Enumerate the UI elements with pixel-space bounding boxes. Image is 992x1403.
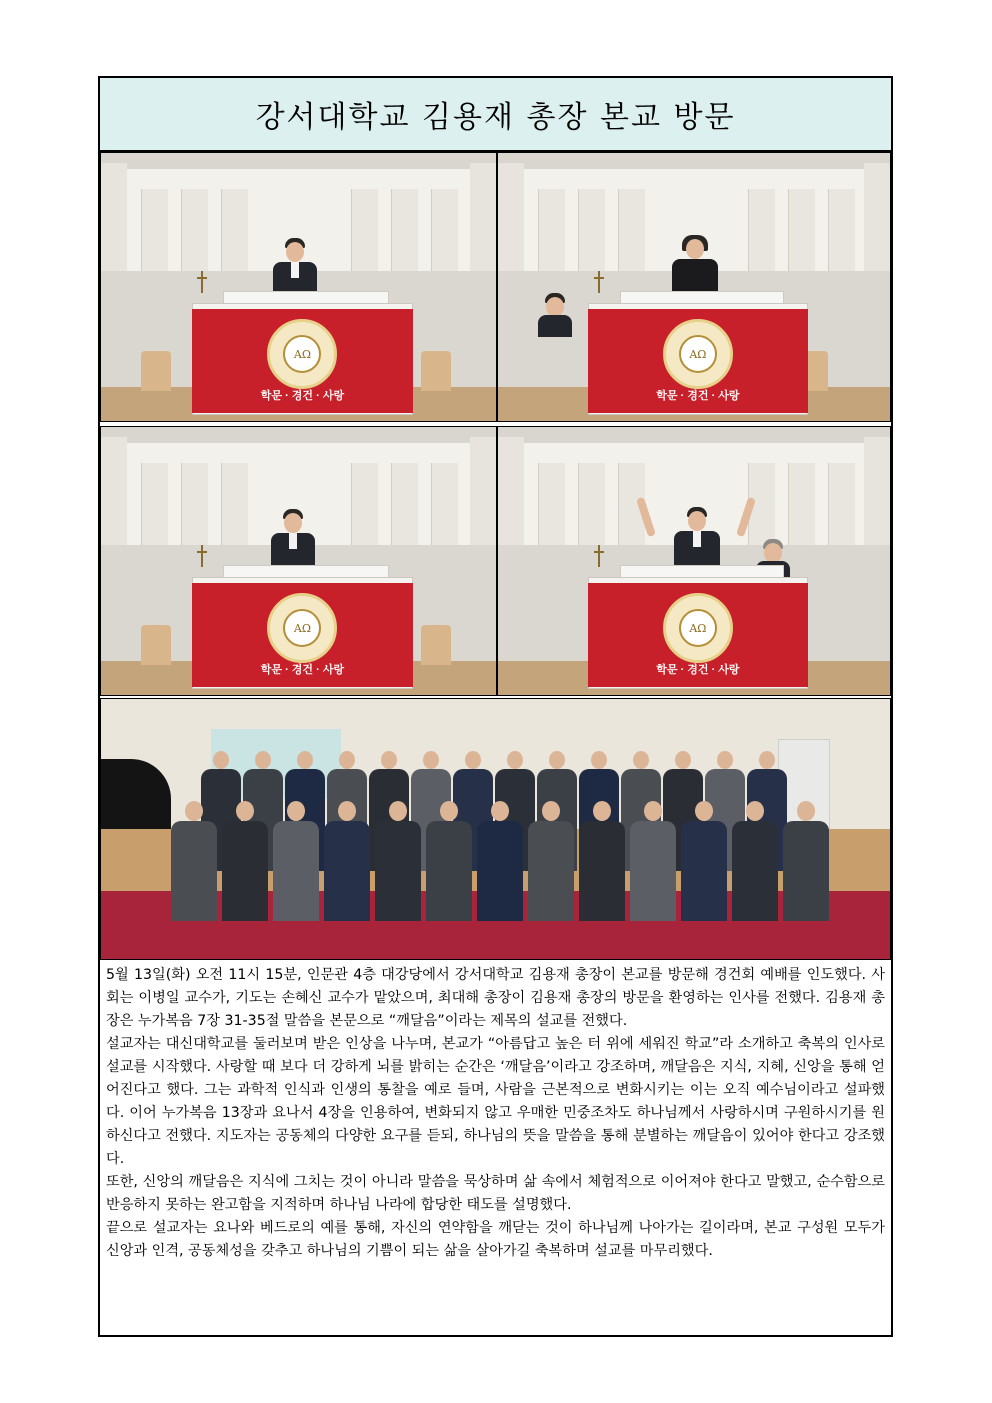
university-banner: AΩ 학문 · 경건 · 사랑 [588,583,808,687]
article-paragraph: 5월 13일(화) 오전 11시 15분, 인문관 4층 대강당에서 강서대학교 김용재 총장이 본교를 방문해 경건회 예배를 인도했다. 사회는 이병일 교수가, 기도는 손혜신 교수가 맡았으며, 최대해 총장이 김용재 총장의 방문을 환영하는 인사를 전했다. 김용재 총장은 누가복음 7장 31-35절 말씀을 본문으로 “깨달음”이라는 제목의 설교를 전했다. [106,967,885,1029]
group-member [273,801,319,921]
group-member [171,801,217,921]
group-member [630,801,676,921]
group-member [528,801,574,921]
group-member [579,801,625,921]
photo-group [100,698,891,960]
group-member [324,801,370,921]
university-banner: AΩ 학문 · 경건 · 사랑 [588,309,808,413]
university-banner: AΩ 학문 · 경건 · 사랑 [192,583,413,687]
university-seal-icon: AΩ [267,593,337,663]
group-member [426,801,472,921]
group-member [477,801,523,921]
group-member [681,801,727,921]
article-paragraph: 또한, 신앙의 깨달음은 지식에 그치는 것이 아니라 말씀을 묵상하며 삶 속에서 체험적으로 이어져야 한다고 말했고, 순수함으로 반응하지 못하는 완고함을 지적하며 하나님 나라에 합당한 태도를 설명했다. [106,1174,885,1213]
article-body [106,964,885,1263]
group-member [783,801,829,921]
university-banner: AΩ 학문 · 경건 · 사랑 [192,309,413,413]
group-member [732,801,778,921]
university-seal-icon: AΩ [663,319,733,389]
title-bar [100,78,891,152]
group-member [222,801,268,921]
photo-speaker-podium-2 [497,152,891,422]
group-member [375,801,421,921]
article-paragraph: 설교자는 대신대학교를 둘러보며 받은 인상을 나누며, 본교가 “아름답고 높은 터 위에 세워진 학교”라 소개하고 축복의 인사로 설교를 시작했다. 사랑할 때 보다 더 강하게 뇌를 밝히는 순간은 ‘깨달음’이라고 강조하며, 깨달음은 지식, 지혜, 신앙을 통해 얻어진다고 했다. 그는 과학적 인식과 인생의 통찰을 예로 들며, 사람을 근본적으로 변화시키는 이는 오직 예수님이라고 설파했다. 이어 누가복음 13장과 요나서 4장을 인용하여, 변화되지 않고 우매한 민중조차도 하나님께서 사랑하시며 구원하시기를 원하신다고 전했다. 지도자는 공동체의 다양한 요구를 듣되, 하나님의 뜻을 말씀을 통해 분별하는 깨달음이 있어야 한다고 강조했다. [106,1036,885,1167]
photo-speaker-blessing [497,426,891,696]
article-paragraph: 끝으로 설교자는 요나와 베드로의 예를 통해, 자신의 연약함을 깨닫는 것이 하나님께 나아가는 길이라며, 본교 구성원 모두가 신앙과 인격, 공동체성을 갖추고 하나님의 기쁨이 되는 삶을 살아가길 축복하며 설교를 마무리했다. [106,1220,885,1259]
page-title: 강서대학교 김용재 총장 본교 방문 [255,100,736,135]
university-seal-icon: AΩ [267,319,337,389]
photo-speaker-podium-3 [100,426,497,696]
photo-speaker-podium-1 [100,152,497,422]
article-frame [98,76,893,1337]
university-seal-icon: AΩ [663,593,733,663]
